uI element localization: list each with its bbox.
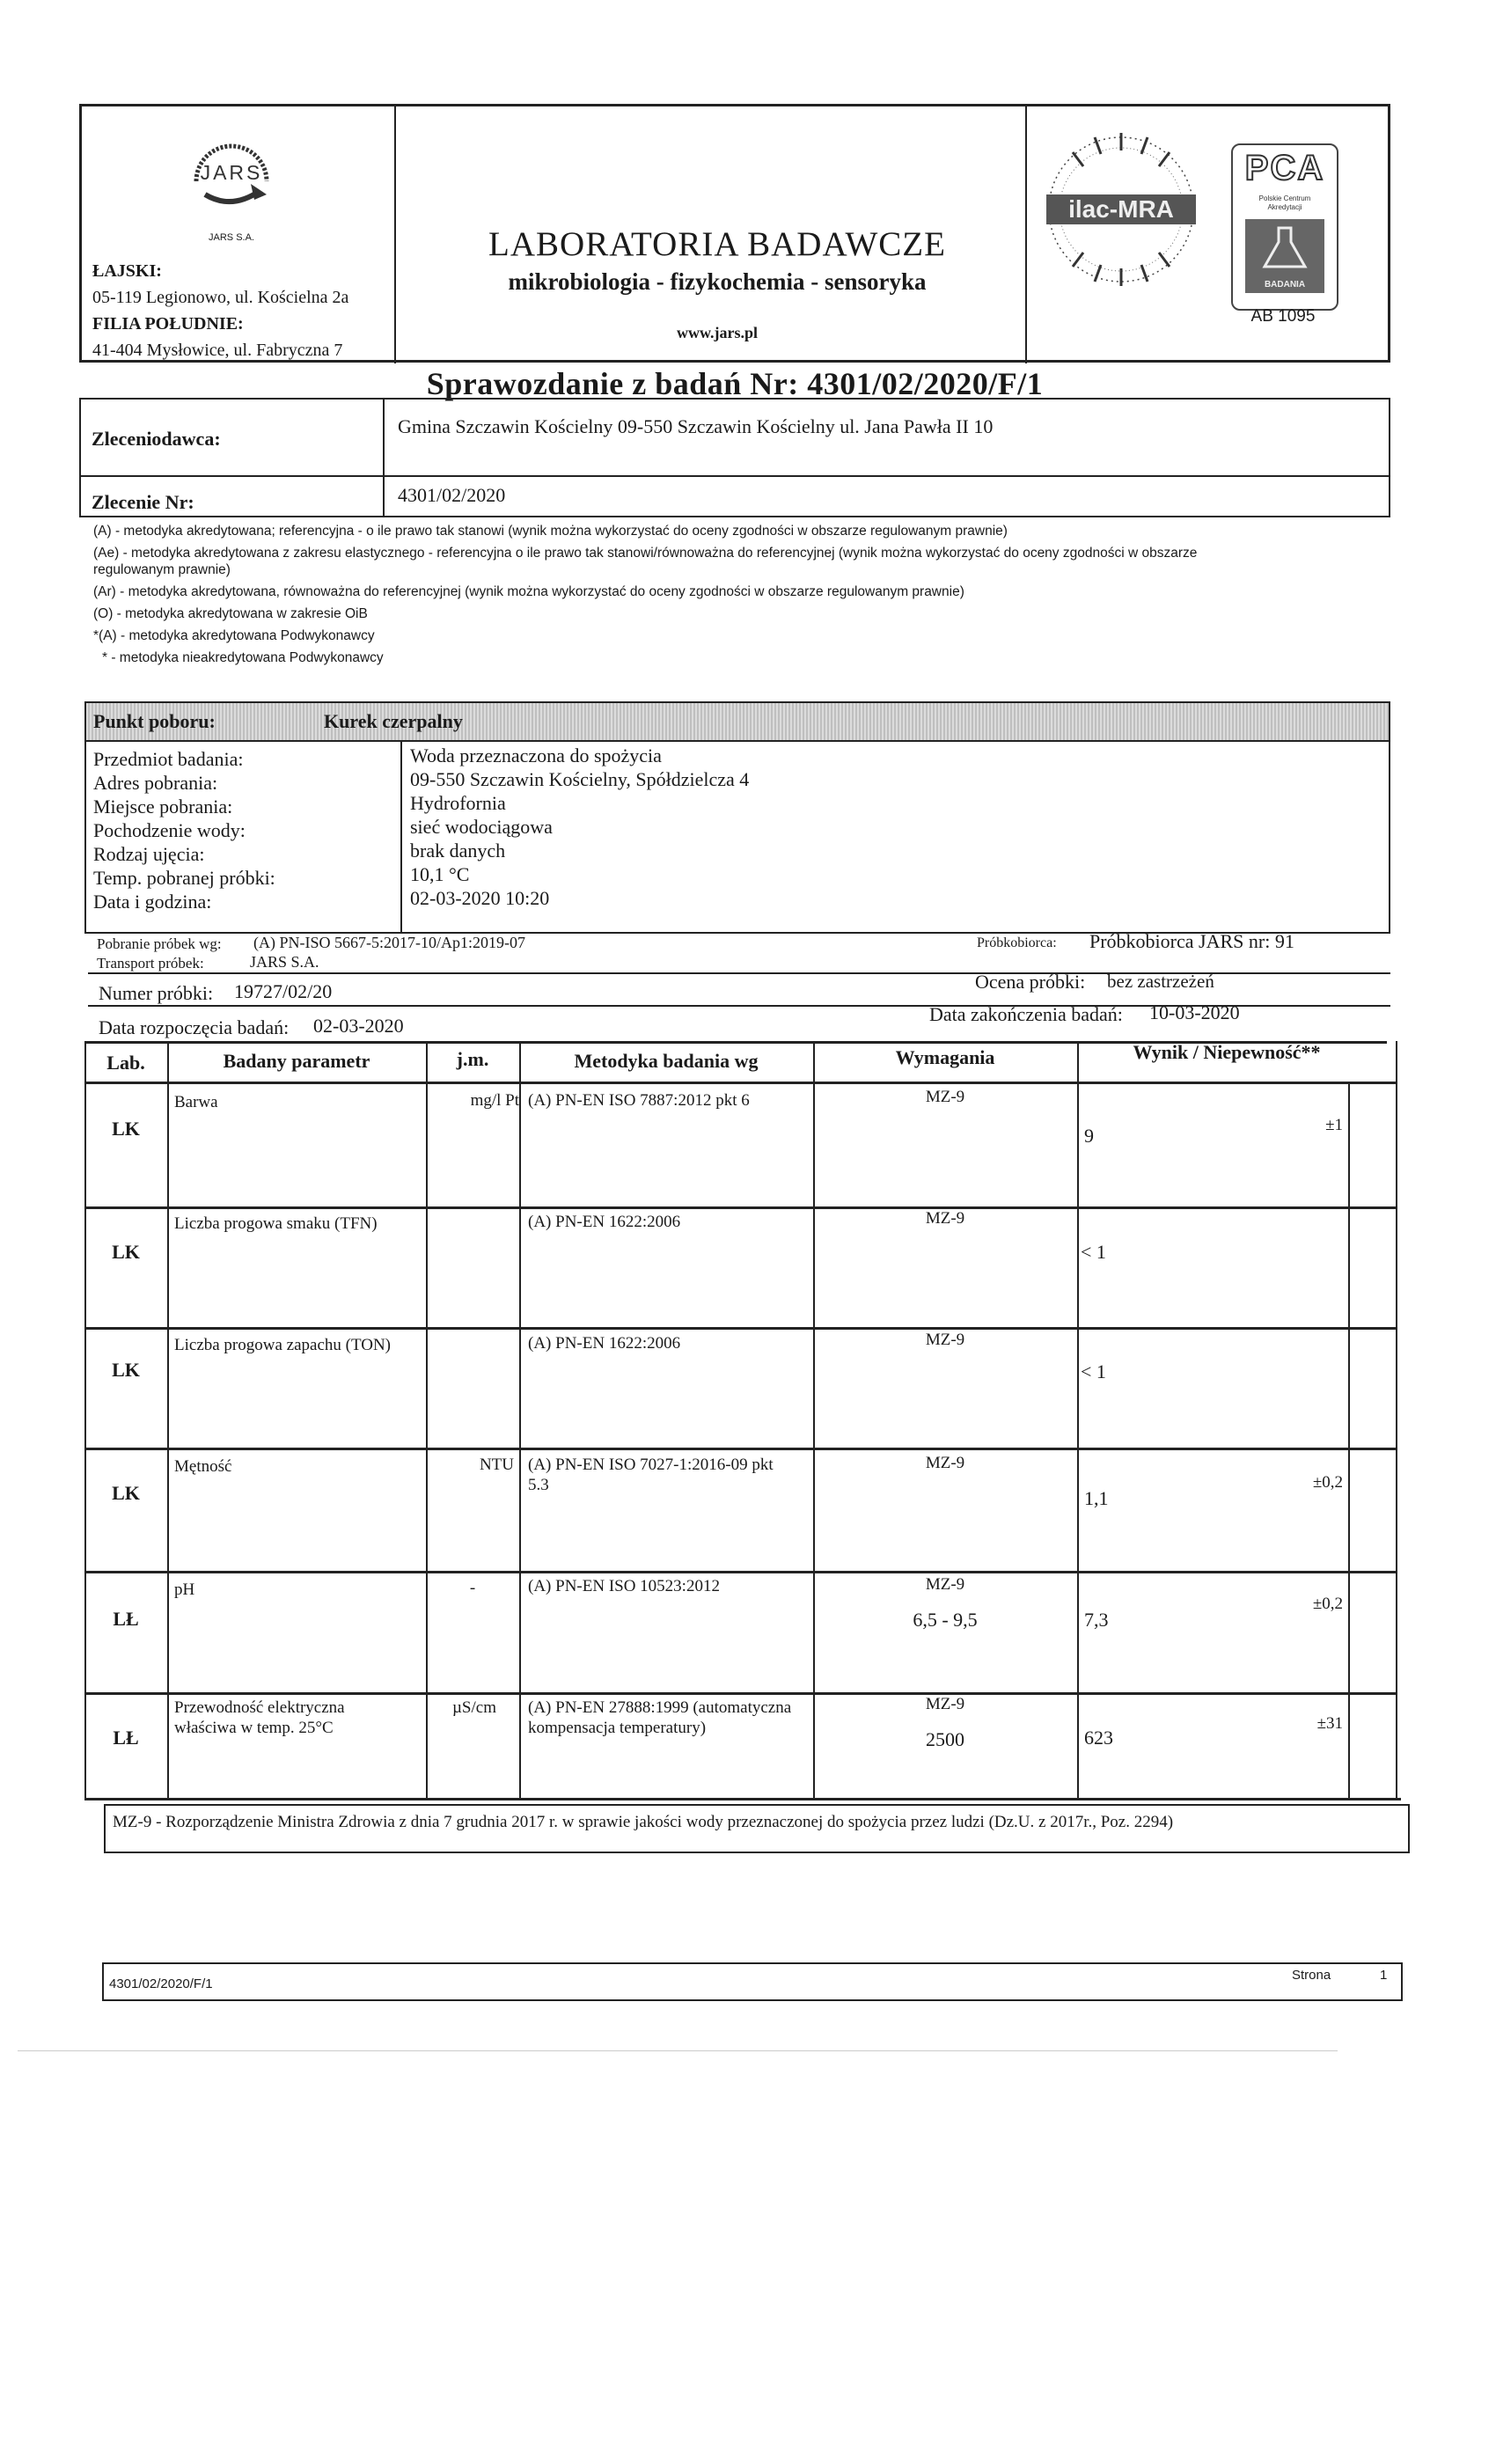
- lab-subtitle: mikrobiologia - fizykochemia - sensoryka: [508, 268, 927, 295]
- col-header-requirement: Wymagania: [895, 1046, 995, 1068]
- footnote-text: MZ-9 - Rozporządzenie Ministra Zdrowia z dnia 7 grudnia 2017 r. w sprawie jakości wody przeznaczonej do spożycia przez ludzi (Dz.U. z 2017r., Poz. 2294): [113, 1813, 1174, 1831]
- pca-badge-label: BADANIA: [1264, 280, 1306, 290]
- lab-title: LABORATORIA BADAWCZE: [488, 225, 946, 263]
- sampling-row-label: Temp. pobranej próbki:: [93, 867, 275, 889]
- start-date-label: Data rozpoczęcia badań:: [99, 1016, 290, 1038]
- sample-assessment-label: Ocena próbki:: [975, 971, 1086, 993]
- legend-line: (Ar) - metodyka akredytowana, równoważna do referencyjnej (wynik można wykorzystać do oceny zgodności w obszarze regulowanym prawnie): [93, 584, 964, 599]
- row-requirement-label: MZ-9: [925, 1454, 965, 1472]
- sampling-row-label: Data i godzina:: [93, 891, 212, 913]
- legend-line: (O) - metodyka akredytowana w zakresie OiB: [93, 606, 368, 621]
- sample-number-label: Numer próbki:: [99, 982, 214, 1004]
- row-param: pH: [174, 1580, 195, 1599]
- start-date-value: 02-03-2020: [313, 1015, 404, 1037]
- legend-line: regulowanym prawnie): [93, 562, 231, 577]
- legend-line: *(A) - metodyka akredytowana Podwykonawcy: [93, 628, 375, 643]
- flask-icon: [1245, 219, 1324, 275]
- row-uncertainty: ±0,2: [1312, 1473, 1343, 1492]
- scan-edge-line: [18, 2050, 1338, 2051]
- col-header-unit: j.m.: [456, 1048, 489, 1070]
- col-header-lab: Lab.: [106, 1052, 145, 1074]
- company-info-panel: [82, 106, 396, 363]
- accreditation-panel: [1025, 106, 1390, 363]
- address-branch: 41-404 Mysłowice, ul. Fabryczna 7: [92, 341, 343, 360]
- logo-text: JARS: [200, 161, 263, 184]
- pca-caption-1: Polskie Centrum: [1258, 194, 1311, 202]
- sampling-row-value: Woda przeznaczona do spożycia: [410, 744, 662, 766]
- row-requirement-label: MZ-9: [925, 1088, 965, 1106]
- row-requirement-value: 6,5 - 9,5: [913, 1609, 978, 1631]
- pca-badge: [1245, 219, 1324, 293]
- footer-page-label: Strona: [1292, 1968, 1331, 1983]
- page-footer: [102, 1962, 1403, 2001]
- row-requirement-label: MZ-9: [925, 1575, 965, 1594]
- legend-line: (Ae) - metodyka akredytowana z zakresu elastycznego - referencyjna o ile prawo tak stanowi/równoważna do referencyjnej (wynik można wykorzystać do oceny zgodności w obszarze: [93, 546, 1198, 561]
- row-uncertainty: ±31: [1316, 1714, 1343, 1733]
- row-requirement-value: 2500: [926, 1728, 964, 1750]
- row-param: Barwa: [174, 1093, 218, 1111]
- sampling-labels: [93, 747, 275, 913]
- client-box: [79, 398, 1390, 517]
- end-date-value: 10-03-2020: [1149, 1001, 1240, 1023]
- sampling-method-value: (A) PN-ISO 5667-5:2017-10/Ap1:2019-07: [253, 934, 525, 951]
- address-heading-main: ŁAJSKI:: [92, 261, 162, 281]
- sampling-row-value: sieć wodociągowa: [410, 816, 553, 838]
- sample-number-value: 19727/02/20: [234, 980, 333, 1002]
- report-title: Sprawozdanie z badań Nr: 4301/02/2020/F/1: [426, 366, 1044, 401]
- lab-website: www.jars.pl: [676, 324, 758, 341]
- row-requirement-label: MZ-9: [925, 1209, 965, 1228]
- sampling-point-value: Kurek czerpalny: [324, 710, 463, 732]
- sampling-method-label: Pobranie próbek wg:: [97, 935, 222, 952]
- sampling-row-label: Pochodzenie wody:: [93, 819, 246, 841]
- sampling-row-label: Przedmiot badania:: [93, 748, 244, 770]
- transport-label: Transport próbek:: [97, 955, 204, 972]
- pca-caption-2: Akredytacji: [1267, 203, 1302, 211]
- ilac-mra-seal-icon: [1038, 126, 1205, 293]
- row-method: (A) PN-EN 1622:2006: [528, 1213, 681, 1231]
- row-unit: NTU: [479, 1456, 514, 1474]
- sampling-row-value: 09-550 Szczawin Kościelny, Spółdzielcza 4: [410, 768, 750, 790]
- legend-line: * - metodyka nieakredytowana Podwykonawcy: [102, 650, 384, 665]
- client-value: Gmina Szczawin Kościelny 09-550 Szczawin Kościelny ul. Jana Pawła II 10: [398, 415, 994, 437]
- row-requirement-label: MZ-9: [925, 1695, 965, 1713]
- row-unit: -: [469, 1579, 476, 1597]
- end-date-label: Data zakończenia badań:: [929, 1003, 1123, 1025]
- sampling-row-value: Hydrofornia: [410, 792, 506, 814]
- row-result: 7,3: [1084, 1609, 1109, 1631]
- ilac-text: ilac-MRA: [1068, 195, 1174, 223]
- row-unit: µS/cm: [451, 1698, 496, 1717]
- row-method: (A) PN-EN 27888:1999 (automatyczna kompensacja temperatury): [528, 1698, 792, 1737]
- pca-logo: [1231, 143, 1338, 311]
- row-lab: LK: [112, 1118, 140, 1140]
- order-label: Zlecenie Nr:: [92, 491, 194, 513]
- accreditation-number: AB 1095: [1250, 307, 1316, 326]
- row-uncertainty: ±1: [1325, 1116, 1343, 1134]
- address-heading-branch: FILIA POŁUDNIE:: [92, 314, 244, 334]
- row-result: < 1: [1081, 1360, 1106, 1382]
- row-lab: LK: [112, 1359, 140, 1381]
- sampling-point-label: Punkt poboru:: [93, 710, 216, 732]
- row-uncertainty: ±0,2: [1312, 1595, 1343, 1613]
- row-lab: LK: [112, 1241, 140, 1263]
- row-lab: LŁ: [113, 1727, 139, 1749]
- row-param: Przewodność elektryczna właściwa w temp. 25°C: [174, 1698, 345, 1737]
- sampling-row-label: Rodzaj ujęcia:: [93, 843, 205, 865]
- footer-page-number: 1: [1380, 1968, 1388, 1983]
- row-method: (A) PN-EN 1622:2006: [528, 1334, 681, 1353]
- sampling-row-label: Adres pobrania:: [93, 772, 218, 794]
- regulation-footnote: [104, 1804, 1410, 1853]
- row-result: 623: [1084, 1727, 1113, 1749]
- row-method: (A) PN-EN ISO 7027-1:2016-09 pkt 5.3: [528, 1456, 774, 1494]
- pca-text: PCA: [1244, 149, 1325, 187]
- sampler-label: Próbkobiorca:: [977, 935, 1057, 950]
- row-result: 9: [1084, 1125, 1094, 1147]
- row-param: Liczba progowa smaku (TFN): [174, 1214, 378, 1233]
- address-main: 05-119 Legionowo, ul. Kościelna 2a: [92, 288, 349, 307]
- sampling-row-value: brak danych: [410, 840, 506, 862]
- row-param: Mętność: [174, 1457, 232, 1476]
- sampling-row-value: 10,1 °C: [410, 863, 470, 885]
- sampling-point-header: [86, 703, 1389, 742]
- transport-value: JARS S.A.: [250, 953, 319, 971]
- client-label: Zleceniodawca:: [92, 428, 221, 450]
- row-result: 1,1: [1084, 1487, 1109, 1509]
- row-requirement-label: MZ-9: [925, 1331, 965, 1349]
- row-lab: LK: [112, 1482, 140, 1504]
- sampling-row-label: Miejsce pobrania:: [93, 796, 233, 818]
- row-param: Liczba progowa zapachu (TON): [174, 1336, 392, 1354]
- col-header-param: Badany parametr: [223, 1050, 370, 1072]
- sampling-row-value: 02-03-2020 10:20: [410, 887, 550, 909]
- row-lab: LŁ: [113, 1608, 139, 1630]
- sampler-value: Próbkobiorca JARS nr: 91: [1089, 930, 1294, 952]
- sampling-box: [84, 701, 1390, 934]
- col-header-method: Metodyka badania wg: [574, 1050, 759, 1072]
- row-unit: mg/l Pt: [470, 1091, 519, 1110]
- sampling-values: [410, 744, 749, 910]
- company-caption: JARS S.A.: [209, 232, 254, 243]
- sample-assessment-value: bez zastrzeżeń: [1107, 971, 1214, 992]
- row-method: (A) PN-EN ISO 7887:2012 pkt 6: [528, 1091, 750, 1110]
- order-value: 4301/02/2020: [398, 484, 506, 506]
- row-method: (A) PN-EN ISO 10523:2012: [528, 1577, 720, 1595]
- row-result: < 1: [1081, 1241, 1106, 1263]
- method-legend: [93, 523, 1396, 666]
- col-header-result: Wynik / Niepewność**: [1133, 1041, 1321, 1063]
- legend-line: (A) - metodyka akredytowana; referencyjna - o ile prawo tak stanowi (wynik można wykorzystać do oceny zgodności w obszarze regulowanym prawnie): [93, 524, 1008, 539]
- results-table: [84, 1041, 1401, 1851]
- footer-doc-id: 4301/02/2020/F/1: [109, 1976, 213, 1991]
